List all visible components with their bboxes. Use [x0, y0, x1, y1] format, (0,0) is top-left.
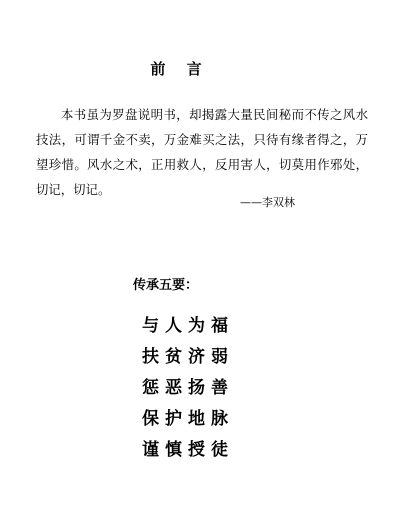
principles-list	[142, 311, 234, 466]
author-signature: ——李双林	[240, 196, 295, 209]
page-title: 前 言	[150, 60, 210, 78]
principle-item: 保护地脉	[142, 409, 234, 429]
preface-section	[36, 102, 368, 202]
preface-paragraph: 本书虽为罗盘说明书，却揭露大量民间秘而不传之风水技法，可谓千金不卖，万金难买之法，只待有缘者得之，万望珍惜。风水之术，正用救人，反用害人，切莫用作邪处，切记，切记。	[36, 107, 368, 197]
principle-item: 扶贫济弱	[142, 347, 234, 367]
principle-item: 与人为福	[142, 316, 234, 336]
principles-heading: 传承五要：	[133, 278, 199, 293]
principle-item: 谨慎授徒	[142, 440, 234, 460]
principle-item: 惩恶扬善	[142, 378, 234, 398]
